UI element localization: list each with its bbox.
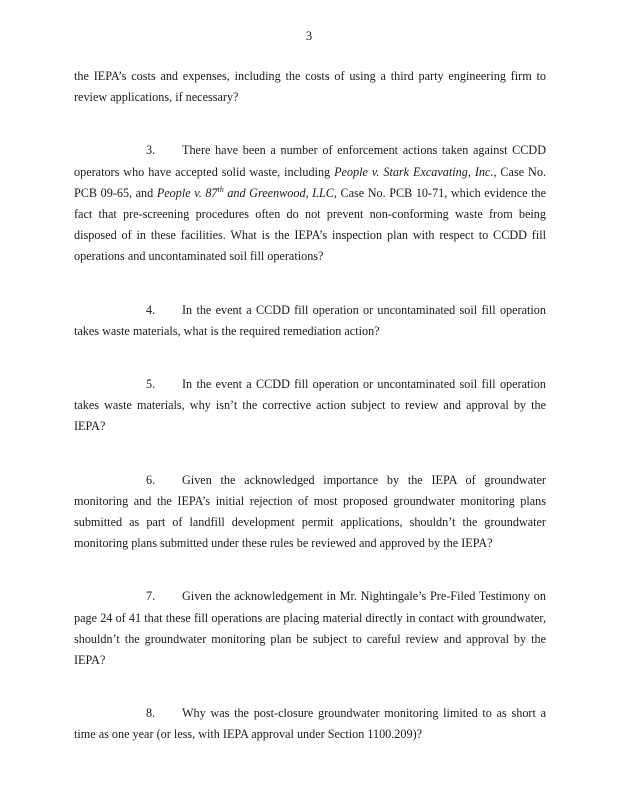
question-number: 7.	[146, 589, 156, 604]
question-3	[74, 140, 546, 267]
question-text: Given the acknowledged importance by the IEPA of groundwater monitoring and the IEPA’s initial rejection of most proposed groundwater monitoring plans submitted as part of landfill development permit applications, shouldn’t the groundwater monitoring plans submitted under these rules be reviewed and approved by the IEPA?	[74, 472, 546, 551]
question-number: 6.	[146, 472, 156, 487]
question-text: , Case No. PCB 10-71, which evidence the fact that pre-screening procedures often do not prevent non-conforming waste from being disposed of in these facilities. What is the IEPA’s inspection plan with respect to CCDD fill operations and uncontaminated soil fill operations?	[74, 185, 546, 264]
question-4	[74, 300, 546, 342]
question-number: 3.	[146, 143, 156, 158]
question-8	[74, 703, 546, 745]
question-text: In the event a CCDD fill operation or uncontaminated soil fill operation takes waste materials, why isn’t the corrective action subject to review and approval by the IEPA?	[74, 377, 546, 434]
page-number: 3	[305, 29, 313, 43]
question-text: In the event a CCDD fill operation or uncontaminated soil fill operation takes waste materials, what is the required remediation action?	[74, 302, 546, 338]
question-7	[74, 586, 546, 671]
case-citation: People v. Stark Excavating, Inc.	[334, 164, 494, 179]
document-body	[74, 66, 546, 746]
question-6	[74, 470, 546, 555]
question-text: Why was the post-closure groundwater monitoring limited to as short a time as one year (or less, with IEPA approval under Section 1100.209)?	[74, 706, 546, 742]
question-5	[74, 374, 546, 438]
question-text: , Case No. PCB 09-65, and	[74, 164, 546, 200]
question-number: 8.	[146, 706, 156, 721]
question-number: 4.	[146, 302, 156, 317]
question-text: There have been a number of enforcement actions taken against CCDD operators who have accepted solid waste, including	[74, 143, 546, 179]
case-citation: People v. 87th and Greenwood, LLC	[156, 184, 334, 200]
continuation-paragraph: the IEPA’s costs and expenses, including the costs of using a third party engineering firm to review applications, if necessary?	[74, 69, 546, 105]
question-text: Given the acknowledgement in Mr. Nightingale’s Pre-Filed Testimony on page 24 of 41 that these fill operations are placing material directly in contact with groundwater, shouldn’t the groundwater monitoring plan be subject to careful review and approval by the IEPA?	[74, 589, 546, 668]
question-number: 5.	[146, 377, 156, 392]
